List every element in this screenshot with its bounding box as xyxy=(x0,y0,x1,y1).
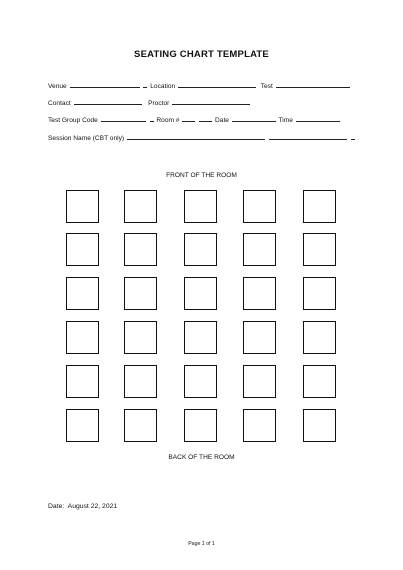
location-field[interactable] xyxy=(178,81,256,88)
underscore-mark xyxy=(143,81,147,88)
form-row-venue xyxy=(48,81,351,90)
seat-box xyxy=(303,365,336,398)
seat-box xyxy=(124,409,157,442)
seat-box xyxy=(66,233,99,266)
seat-box xyxy=(243,365,276,398)
contact-field[interactable] xyxy=(74,98,142,105)
room-field-extra[interactable] xyxy=(199,115,212,122)
signed-date xyxy=(48,503,117,510)
seat-box xyxy=(303,190,336,223)
seat-box xyxy=(303,277,336,310)
test-label: Test xyxy=(260,83,273,90)
seat-box xyxy=(184,321,217,354)
back-of-room-label: BACK OF THE ROOM xyxy=(168,454,235,461)
seat-box xyxy=(124,365,157,398)
page-footer: Page 1 of 1 xyxy=(188,541,215,547)
underscore-mark xyxy=(150,115,154,122)
seat-box xyxy=(243,190,276,223)
test-field[interactable] xyxy=(276,81,350,88)
seat-box xyxy=(184,409,217,442)
seat-box xyxy=(243,321,276,354)
seat-box xyxy=(66,409,99,442)
seat-box xyxy=(124,321,157,354)
test-group-code-field[interactable] xyxy=(101,115,146,122)
date-label: Date xyxy=(215,117,229,124)
seat-box xyxy=(184,277,217,310)
seat-box xyxy=(66,365,99,398)
seat-box xyxy=(303,409,336,442)
contact-label: Contact xyxy=(48,100,71,107)
form-row-test-group xyxy=(48,115,341,124)
form-row-contact xyxy=(48,98,251,107)
proctor-label: Proctor xyxy=(148,100,170,107)
seat-box xyxy=(124,190,157,223)
session-name-field[interactable] xyxy=(127,133,265,140)
date-value: August 22, 2021 xyxy=(67,503,118,510)
date-caption: Date: xyxy=(48,503,65,510)
seat-box xyxy=(66,321,99,354)
front-of-room-label: FRONT OF THE ROOM xyxy=(166,172,237,179)
session-name-field-extra[interactable] xyxy=(269,133,347,140)
time-label: Time xyxy=(278,117,293,124)
seat-box xyxy=(124,277,157,310)
seat-box xyxy=(124,233,157,266)
room-label: Room # xyxy=(156,117,180,124)
proctor-field[interactable] xyxy=(172,98,250,105)
session-name-label: Session Name (CBT only) xyxy=(48,135,125,142)
room-field[interactable] xyxy=(182,115,195,122)
page-title: SEATING CHART TEMPLATE xyxy=(134,49,269,60)
seat-box xyxy=(184,190,217,223)
seat-box xyxy=(184,365,217,398)
seat-box xyxy=(243,409,276,442)
location-label: Location xyxy=(150,83,176,90)
date-field[interactable] xyxy=(232,115,276,122)
venue-label: Venue xyxy=(48,83,67,90)
seat-box xyxy=(66,190,99,223)
form-row-session xyxy=(48,133,356,142)
time-field[interactable] xyxy=(296,115,340,122)
venue-field[interactable] xyxy=(70,81,140,88)
seat-box xyxy=(243,233,276,266)
seat-box xyxy=(66,277,99,310)
seat-box xyxy=(243,277,276,310)
seat-box xyxy=(303,321,336,354)
seat-box xyxy=(303,233,336,266)
test-group-code-label: Test Group Code xyxy=(48,117,98,124)
seat-box xyxy=(184,233,217,266)
underscore-mark xyxy=(351,133,355,140)
